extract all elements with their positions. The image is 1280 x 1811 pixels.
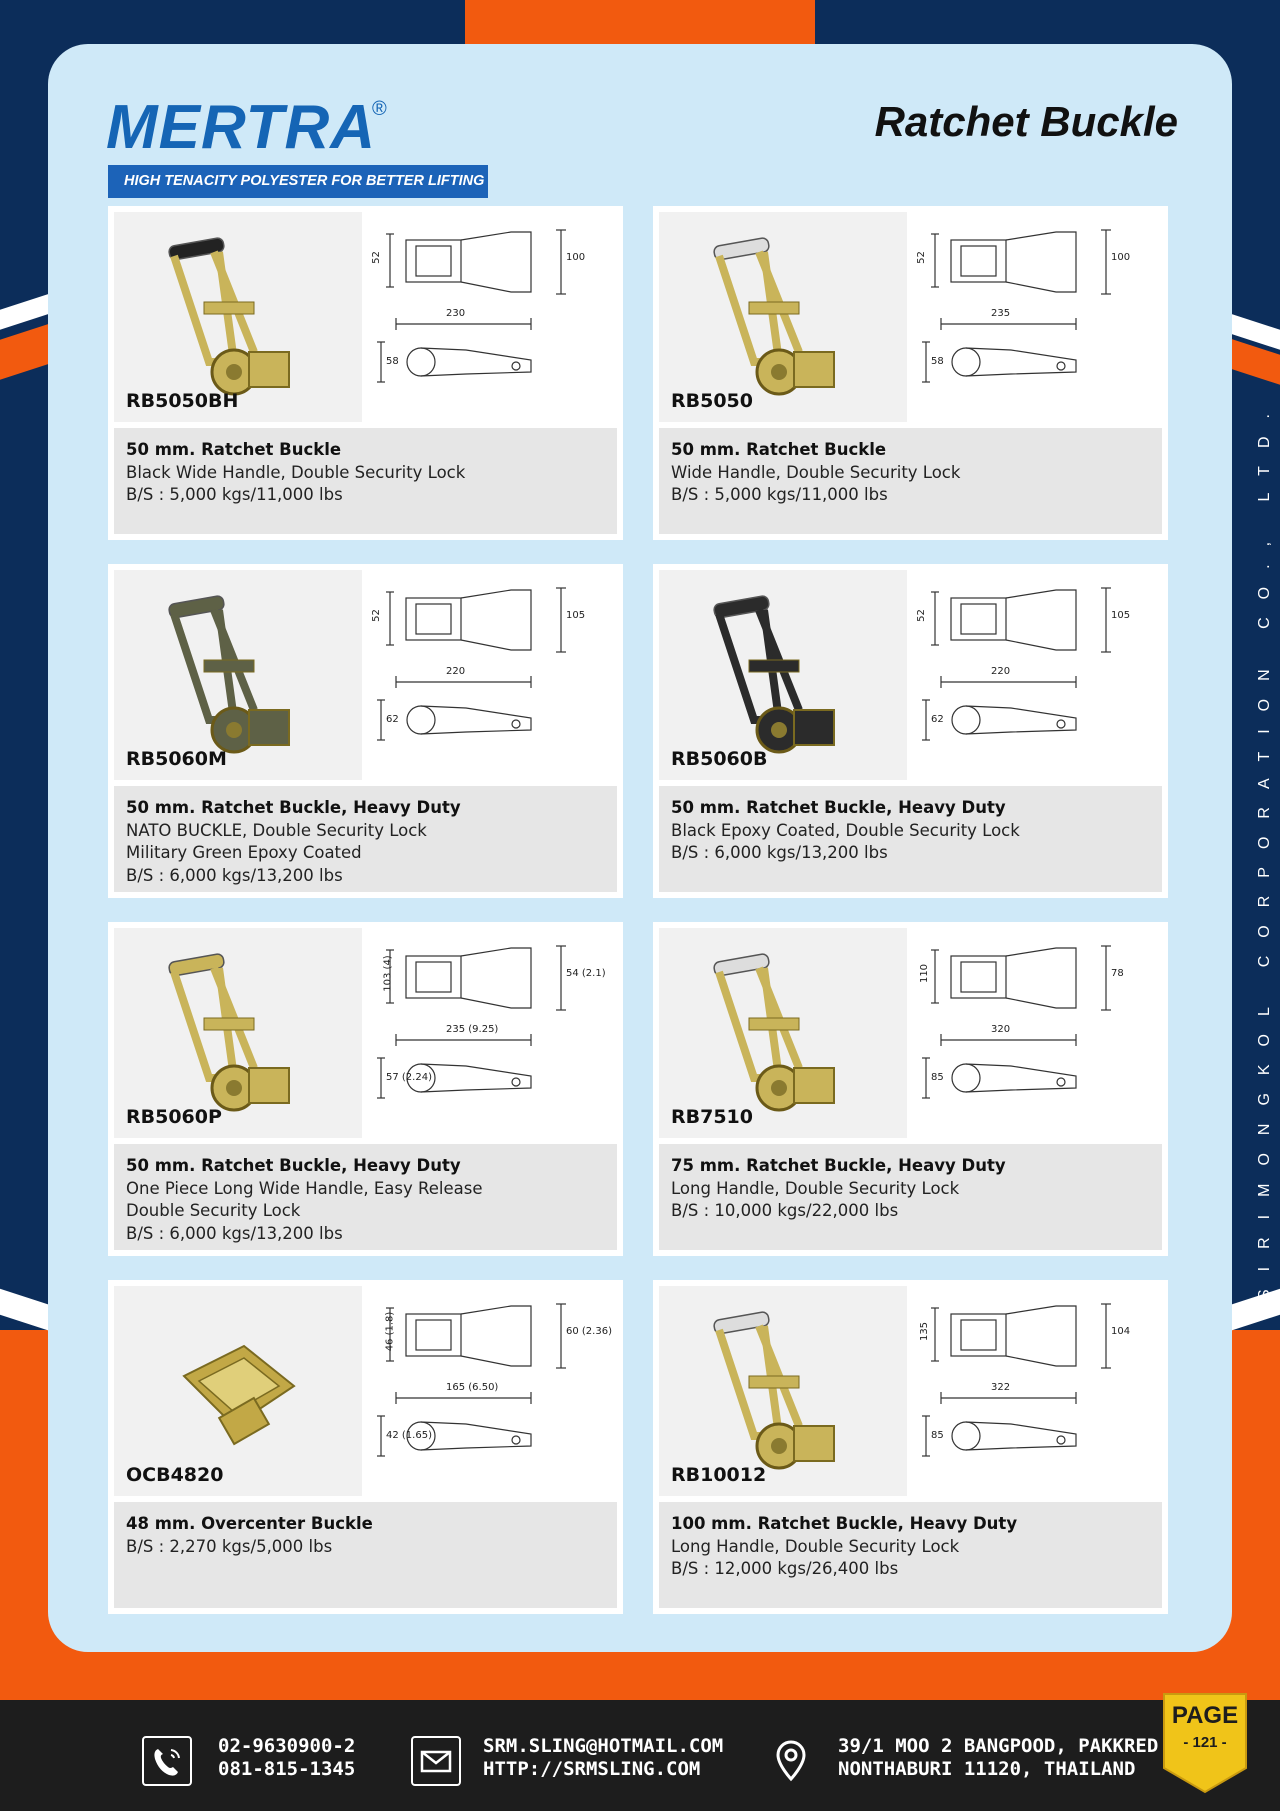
product-title: 48 mm. Overcenter Buckle	[126, 1514, 373, 1533]
top-orange-band	[465, 0, 815, 50]
dimension-label: 54 (2.1)	[566, 968, 606, 979]
product-code: RB5050	[671, 390, 753, 412]
product-description	[659, 786, 1162, 892]
dimension-label: 78	[1111, 968, 1124, 979]
dimension-label: 52	[370, 609, 382, 622]
product-card	[653, 922, 1168, 1256]
dimension-label: 104	[1111, 1326, 1131, 1337]
footer-email[interactable]: SRM.SLING@HOTMAIL.COM	[483, 1735, 724, 1757]
technical-drawing	[366, 212, 617, 422]
product-spec-line: B/S : 12,000 kgs/26,400 lbs	[671, 1559, 899, 1578]
product-title: 75 mm. Ratchet Buckle, Heavy Duty	[671, 1156, 1006, 1175]
product-title: 50 mm. Ratchet Buckle	[126, 440, 342, 459]
dimension-label: 42 (1.65)	[386, 1430, 432, 1441]
company-side-text: SIRIMONGKOL CORPORATION CO., LTD.	[1256, 396, 1273, 1300]
product-card	[108, 206, 623, 540]
product-code: OCB4820	[126, 1464, 224, 1486]
technical-drawing	[911, 212, 1162, 422]
dimension-label: 52	[915, 609, 927, 622]
footer-address-2: NONTHABURI 11120, THAILAND	[838, 1758, 1136, 1780]
product-spec-line: One Piece Long Wide Handle, Easy Release	[126, 1178, 483, 1198]
product-spec-line: B/S : 6,000 kgs/13,200 lbs	[126, 1223, 343, 1243]
product-spec-line: B/S : 5,000 kgs/11,000 lbs	[671, 485, 888, 504]
technical-drawing	[366, 928, 617, 1138]
product-card	[108, 922, 623, 1256]
product-spec-line: Long Handle, Double Security Lock	[671, 1178, 960, 1198]
dimension-label: 322	[991, 1382, 1011, 1393]
dimension-label: 62	[931, 714, 944, 725]
phone-icon	[142, 1736, 192, 1786]
footer-website[interactable]: HTTP://SRMSLING.COM	[483, 1758, 701, 1780]
product-code: RB5050BH	[126, 390, 239, 412]
product-spec-line: Long Handle, Double Security Lock	[671, 1536, 960, 1556]
product-description	[114, 1502, 617, 1608]
product-card	[653, 564, 1168, 898]
product-code: RB5060M	[126, 748, 227, 770]
dimension-label: 57 (2.24)	[386, 1072, 432, 1083]
dimension-label: 230	[446, 308, 466, 319]
product-spec-line: Military Green Epoxy Coated	[126, 843, 362, 862]
footer-phone-2[interactable]: 081-815-1345	[218, 1758, 356, 1780]
dimension-label: 52	[915, 251, 927, 264]
location-pin-icon	[766, 1736, 816, 1786]
technical-drawing	[911, 570, 1162, 780]
dimension-label: 220	[446, 666, 466, 677]
product-title: 50 mm. Ratchet Buckle, Heavy Duty	[126, 798, 461, 817]
dimension-label: 58	[931, 356, 944, 367]
dimension-label: 85	[931, 1072, 944, 1083]
product-spec-line: B/S : 2,270 kgs/5,000 lbs	[126, 1536, 333, 1556]
product-spec-line: Double Security Lock	[126, 1201, 301, 1220]
product-spec-line: B/S : 6,000 kgs/13,200 lbs	[126, 865, 343, 885]
product-description	[114, 1144, 617, 1250]
dimension-label: 58	[386, 356, 399, 367]
product-spec-line: B/S : 6,000 kgs/13,200 lbs	[671, 843, 888, 862]
product-code: RB10012	[671, 1464, 767, 1486]
registered-mark: ®	[372, 98, 387, 120]
dimension-label: 100	[1111, 252, 1131, 263]
page-title: Ratchet Buckle	[874, 98, 1178, 145]
dimension-label: 235 (9.25)	[446, 1024, 499, 1035]
product-description	[659, 1502, 1162, 1608]
product-title: 50 mm. Ratchet Buckle	[671, 440, 887, 459]
product-card	[653, 206, 1168, 540]
dimension-label: 60 (2.36)	[566, 1326, 612, 1337]
page-number: - 121 -	[1183, 1734, 1227, 1751]
mail-icon	[411, 1736, 461, 1786]
brand-tagline: HIGH TENACITY POLYESTER FOR BETTER LIFTING	[108, 165, 488, 198]
product-description	[114, 786, 617, 892]
dimension-label: 100	[566, 252, 586, 263]
dimension-label: 220	[991, 666, 1011, 677]
product-title: 100 mm. Ratchet Buckle, Heavy Duty	[671, 1514, 1018, 1533]
dimension-label: 46 (1.8)	[384, 1311, 396, 1352]
dimension-label: 320	[991, 1024, 1011, 1035]
footer-phone-1[interactable]: 02-9630900-2	[218, 1735, 356, 1757]
dimension-label: 135	[919, 1321, 931, 1342]
dimension-label: 235	[991, 308, 1011, 319]
dimension-label: 105	[566, 610, 586, 621]
product-card	[108, 1280, 623, 1614]
product-spec-line: Black Epoxy Coated, Double Security Lock	[671, 820, 1020, 840]
product-code: RB5060P	[126, 1106, 222, 1128]
product-spec-line: Black Wide Handle, Double Security Lock	[126, 462, 466, 482]
page-badge	[1160, 1688, 1250, 1798]
product-title: 50 mm. Ratchet Buckle, Heavy Duty	[671, 798, 1006, 817]
product-description	[659, 1144, 1162, 1250]
footer-address-1: 39/1 MOO 2 BANGPOOD, PAKKRED	[838, 1735, 1159, 1757]
dimension-label: 62	[386, 714, 399, 725]
dimension-label: 165 (6.50)	[446, 1382, 499, 1393]
product-spec-line: B/S : 5,000 kgs/11,000 lbs	[126, 485, 343, 504]
technical-drawing	[366, 1286, 617, 1496]
dimension-label: 52	[370, 251, 382, 264]
product-spec-line: B/S : 10,000 kgs/22,000 lbs	[671, 1201, 899, 1220]
dimension-label: 103 (4)	[382, 955, 394, 992]
dimension-label: 85	[931, 1430, 944, 1441]
brand-logo: MERTRA	[106, 93, 377, 162]
product-spec-line: NATO BUCKLE, Double Security Lock	[126, 820, 427, 840]
page-label: PAGE	[1171, 1702, 1239, 1729]
technical-drawing	[911, 928, 1162, 1138]
technical-drawing	[911, 1286, 1162, 1496]
product-description	[114, 428, 617, 534]
technical-drawing	[366, 570, 617, 780]
product-code: RB5060B	[671, 748, 768, 770]
product-code: RB7510	[671, 1106, 753, 1128]
dimension-label: 110	[919, 963, 931, 984]
product-card	[108, 564, 623, 898]
product-title: 50 mm. Ratchet Buckle, Heavy Duty	[126, 1156, 461, 1175]
product-spec-line: Wide Handle, Double Security Lock	[671, 462, 961, 482]
dimension-label: 105	[1111, 610, 1131, 621]
product-description	[659, 428, 1162, 534]
product-card	[653, 1280, 1168, 1614]
